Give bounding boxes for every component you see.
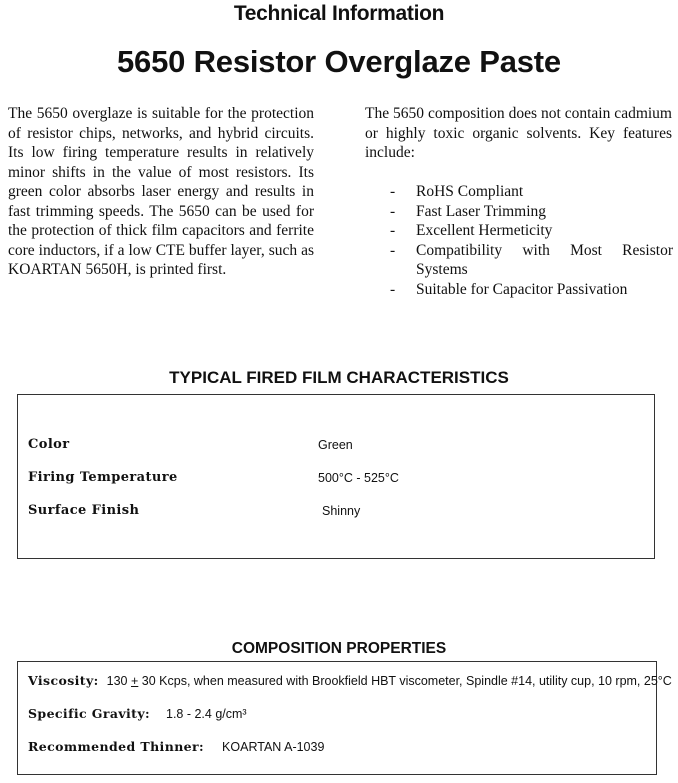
specific-gravity-value: 1.8 - 2.4 g/cm³ (166, 707, 247, 721)
document-header: Technical Information (233, 2, 445, 25)
viscosity-nominal: 130 (106, 674, 131, 688)
dash-bullet-icon: - (390, 241, 396, 259)
specific-gravity-row (28, 705, 247, 723)
viscosity-row (28, 672, 672, 690)
dash-bullet-icon: - (390, 183, 396, 200)
viscosity-value (107, 674, 672, 688)
feature-item (365, 202, 673, 222)
thinner-value: KOARTAN A-1039 (222, 740, 325, 754)
film-row-firing-temperature (28, 470, 628, 490)
film-value: Shinny (322, 504, 361, 518)
viscosity-label: Viscosity: (28, 673, 99, 688)
feature-text: Fast Laser Trimming (416, 202, 547, 220)
film-characteristics-box (17, 394, 655, 559)
thinner-label: Recommended Thinner: (28, 739, 205, 754)
film-row-surface-finish (28, 503, 628, 523)
film-label: Firing Temperature (28, 470, 178, 485)
specific-gravity-label: Specific Gravity: (28, 706, 150, 721)
feature-text: Suitable for Capacitor Passivation (416, 280, 628, 298)
feature-item (365, 280, 673, 300)
dash-bullet-icon: - (390, 280, 396, 298)
document-title: 5650 Resistor Overglaze Paste (117, 44, 561, 79)
feature-item (365, 182, 673, 202)
feature-item (365, 221, 673, 241)
film-characteristics-heading: TYPICAL FIRED FILM CHARACTERISTICS (169, 368, 509, 387)
feature-text: Compatibility with Most Resistor Systems (416, 241, 673, 278)
dash-bullet-icon: - (390, 202, 396, 220)
intro-right-column (365, 104, 672, 163)
film-value: Green (318, 438, 353, 452)
plus-minus-symbol: + (131, 674, 139, 688)
thinner-row (28, 738, 324, 756)
film-label: Color (28, 437, 70, 452)
intro-paragraph: The 5650 overglaze is suitable for the protection of resistor chips, networks, and hybrid circuits. Its low firing temperature results in relatively minor shifts in the value of most resistors. Its green color absorbs laser energy and results in fast trimming speeds. The 5650 can be used for the protection of thick film capacitors and ferrite core inductors, if a low CTE buffer layer, such as KOARTAN 5650H, is printed first. (8, 105, 314, 278)
key-features-list (365, 182, 673, 299)
composition-properties-heading: COMPOSITION PROPERTIES (231, 640, 447, 657)
dash-bullet-icon: - (390, 222, 396, 239)
feature-text: Excellent Hermeticity (416, 222, 553, 239)
viscosity-detail: 30 Kcps, when measured with Brookfield HBT viscometer, Spindle #14, utility cup, 10 rpm, 25°C (138, 674, 672, 688)
film-value: 500°C - 525°C (318, 471, 399, 485)
composition-properties-box (17, 661, 672, 775)
film-row-color (28, 437, 628, 457)
film-label: Surface Finish (28, 503, 140, 518)
composition-note: The 5650 composition does not contain cadmium or highly toxic organic solvents. Key features include: (365, 105, 672, 161)
feature-item (365, 241, 673, 280)
intro-left-column (8, 104, 314, 280)
feature-text: RoHS Compliant (416, 183, 524, 200)
